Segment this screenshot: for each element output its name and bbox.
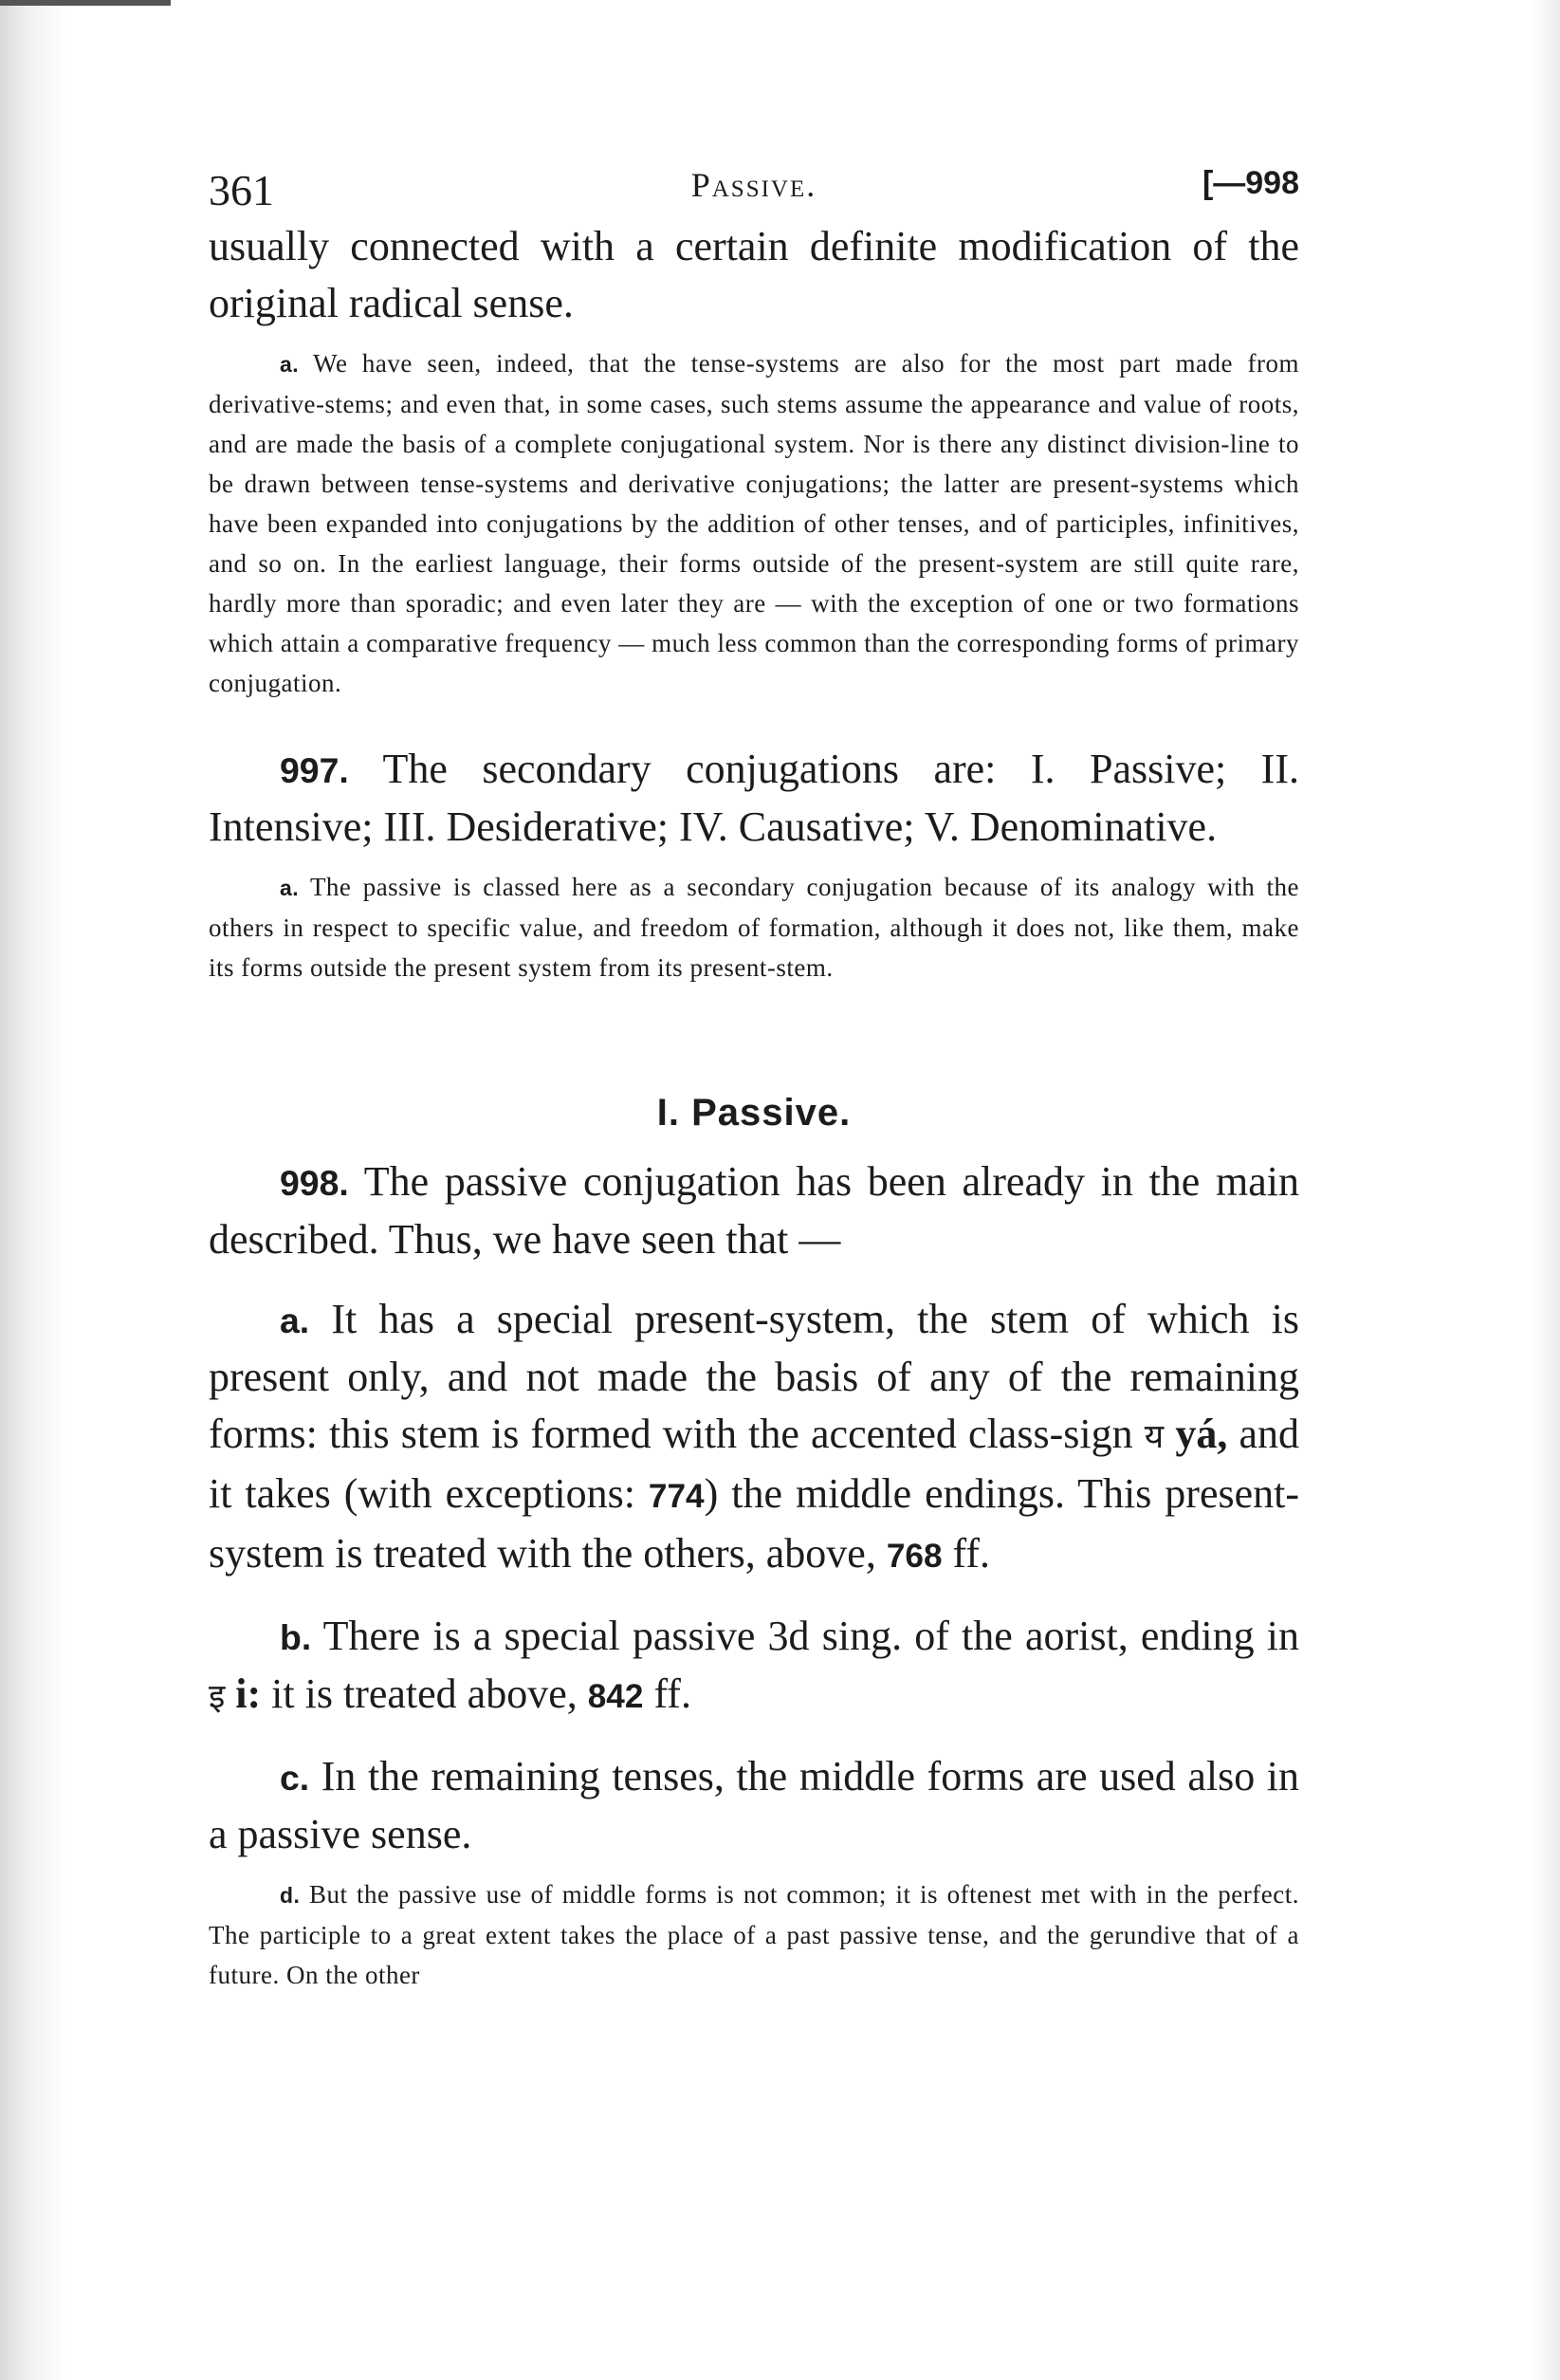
page-number: 361 bbox=[209, 166, 274, 214]
section-number: 998. bbox=[280, 1163, 349, 1203]
item-text: and it takes (with exceptions: bbox=[209, 1411, 1299, 1517]
page-content bbox=[209, 152, 1299, 1995]
page-top-edge bbox=[0, 0, 171, 6]
translit-ya: yá, bbox=[1175, 1411, 1228, 1457]
note-text: The passive is classed here as a secondary conjugation because of its analogy with the others in respect to specific value, and freedom of formation, although it does not, like them, make its forms outside the present system from its present-stem. bbox=[209, 873, 1299, 982]
section-number: 997. bbox=[280, 750, 349, 790]
note-a-derivatives bbox=[209, 343, 1299, 703]
note-label: a. bbox=[280, 352, 300, 377]
item-text: ff. bbox=[952, 1530, 991, 1577]
item-text: it is treated above, bbox=[271, 1670, 578, 1717]
item-b bbox=[209, 1608, 1299, 1725]
translit-i: i: bbox=[235, 1670, 262, 1717]
note-a-passive-class bbox=[209, 867, 1299, 987]
item-c bbox=[209, 1748, 1299, 1863]
item-label: c. bbox=[280, 1758, 310, 1798]
item-text: ff. bbox=[653, 1670, 691, 1717]
note-text: We have seen, indeed, that the tense-systems are also for the most part made from derivative-stems; and even that, in some cases, such stems assume the appearance and value of roots, and are made the basis of a complete conjugational system. Nor is there any distinct division-line to be drawn between tense-systems and derivative conjugations; the latter are present-systems which have been expanded into conjugations by the addition of other tenses, and of participles, infinitives, and so on. In the earliest language, their forms outside of the present-system are still quite rare, hardly more than sporadic; and even later they are — with the exception of one or two formations which attain a comparative frequency — much less common than the corresponding forms of primary conjugation. bbox=[209, 349, 1299, 697]
section-reference: [—998 bbox=[1202, 165, 1299, 201]
item-text: But the passive use of middle forms is not common; it is oftenest met with in the perfect. The participle to a great extent takes the place of a past passive tense, and the gerundive that of a future. On the other bbox=[209, 1880, 1299, 1989]
item-text: It has a special present-system, the stem of which is present only, and not made the basis of any of the remaining forms: this stem is formed with the accented class-sign bbox=[209, 1296, 1300, 1457]
devanagari-ya: य bbox=[1144, 1417, 1165, 1456]
section-ref: 842 bbox=[587, 1678, 644, 1715]
item-label: b. bbox=[280, 1617, 312, 1657]
devanagari-i: इ bbox=[209, 1677, 226, 1716]
item-text: In the remaining tenses, the middle forms are used also in a passive sense. bbox=[209, 1753, 1299, 1857]
section-text: The secondary conjugations are: I. Passive; II. Intensive; III. Desiderative; IV. Causative; V. Denominative. bbox=[209, 746, 1299, 850]
section-ref: 768 bbox=[886, 1538, 943, 1575]
item-d bbox=[209, 1874, 1299, 1995]
section-text: The passive conjugation has been already in the main described. Thus, we have seen that — bbox=[209, 1158, 1299, 1263]
page-header bbox=[209, 152, 1299, 218]
page-right-shadow bbox=[1532, 0, 1560, 2380]
item-text: There is a special passive 3d sing. of the aorist, ending in bbox=[322, 1613, 1299, 1659]
item-label: a. bbox=[280, 1301, 310, 1340]
intro-paragraph bbox=[209, 218, 1299, 332]
item-label: d. bbox=[280, 1883, 301, 1908]
item-text: ) the middle endings. This present-system is treated with the others, above, bbox=[209, 1470, 1299, 1577]
section-ref: 774 bbox=[648, 1478, 705, 1515]
item-a bbox=[209, 1291, 1299, 1585]
note-label: a. bbox=[280, 876, 300, 900]
running-title: Passive. bbox=[690, 166, 817, 204]
intro-text: usually connected with a certain definite modification of the original radical sense. bbox=[209, 223, 1299, 326]
chapter-heading: I. Passive. bbox=[656, 1092, 852, 1134]
section-998 bbox=[209, 1153, 1299, 1268]
section-997 bbox=[209, 741, 1299, 856]
page-left-shadow bbox=[0, 0, 66, 2380]
